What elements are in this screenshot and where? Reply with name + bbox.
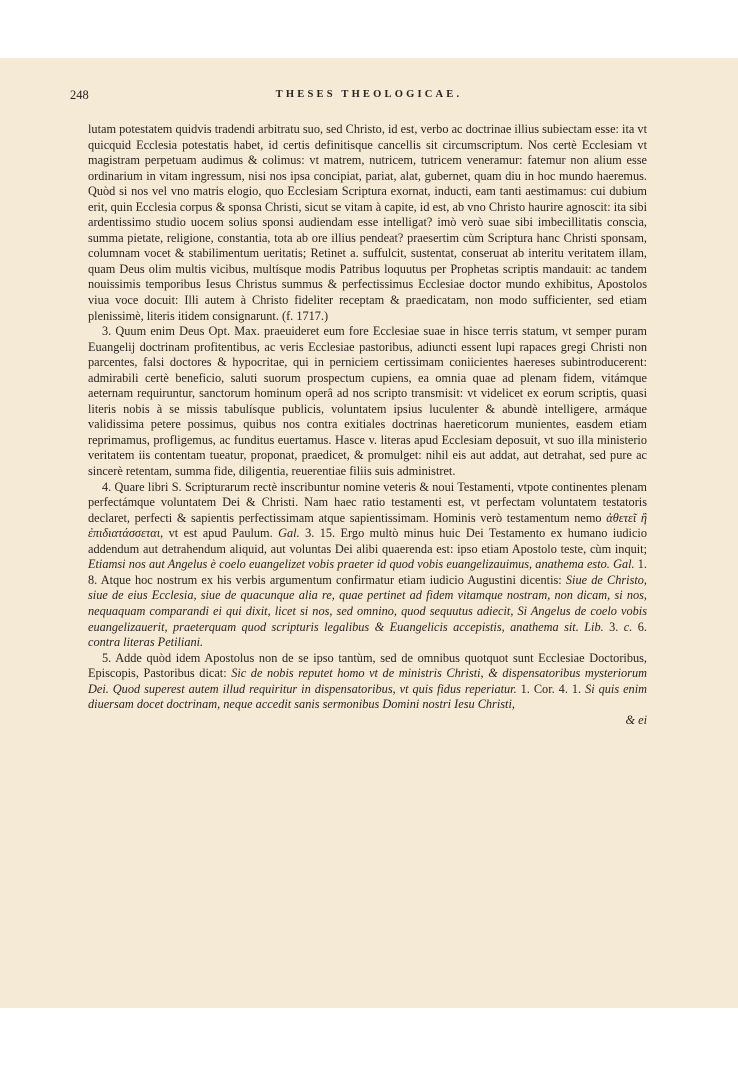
paragraph-continuation: lutam potestatem quidvis tradendi arbitratu suo, sed Christo, id est, verbo ac doctrinae illius subiectam esse: ita vt quicquid Ecclesia potestatis habet, id certis definitisque cancellis sit circumscriptum. Nos certè Ecclesiam vt magistram perpetuam audimus & colimus: vt matrem, nutricem, tutricem veneramur: fatemur non alium esse ordinarium in vitam ingressum, nisi nos ipsa concipiat, pariat, alat, gubernet, quam diu in hoc mundo haeremus. Quòd si nos vel vno matris elogio, quo Ecclesiam Scriptura exornat, inducti, eam tanti aestimamus: cui dubium erit, quin Ecclesia corpus & sponsa Christi, sicut se vitam à capite, id est, ab vno Christo haurire agnoscit: ita sibi ardentissimo studio uocem solius sponsi audiendam esse intelligat? imò verò suae sibi imbecillitatis conscia, summa pietate, religione, constantia, tota ab ore illius pendeat? praesertim cùm Scriptura hanc Christi sponsam, columnam vocet & stabilimentum ueritatis; Retinet a. suffulcit, sustentat, conseruat ab interitu veritatem illam, quam Deus olim multis vicibus, multísque modis Patribus loquutus per Prophetas scriptis mandauit: ac tandem nouissimis temporibus Iesus Christus summus & perfectissimus Ecclesiae doctor mundo exhibitus, Apostolos viua voce docuit: Illi autem à Christo fideliter receptam & praedicatam, non modo sufficienter, sed etiam plenissimè, literis itidem consignarunt. (f. 1717.) <box>88 122 647 323</box>
paragraph-5: 5. Adde quòd idem Apostolus non de se ipso tantùm, sed de omnibus quotquot sunt Ecclesiae Doctoribus, Episcopis, Pastoribus dicat: Sic de nobis reputet homo vt de ministris Christi, & dispensatoribus mysteriorum Dei. Quod superest autem illud requiritur in dispensatoribus, vt quis fidus reperiatur. 1. Cor. 4. 1. Si quis enim diuersam docet doctrinam, neque accedit sanis sermonibus Domini nostri Iesu Christi, <box>88 650 647 712</box>
paragraph-3: 3. Quum enim Deus Opt. Max. praeuideret eum fore Ecclesiae suae in hisce terris statum, vt semper puram Euangelij doctrinam profitentibus, ac veris Ecclesiae pastoribus, adiuncti essent lupi rapaces gregi Christi non parcentes, falsi doctores & hypocritae, qui in perniciem certissimam coniicientes haereses subintroducerent: admirabili certè beneficio, saluti suorum prospectum cupiens, ea omnia quae ad plenam fidem, vitámque aeternam requiruntur, sanctorum hominum operâ ad nos scripto transmisit: vt videlicet ex eorum scriptis, quasi literis nobis à se missis tabulísque publicis, voluntatem ipsius luculenter & abundè intelligere, armáque validissima petere possimus, quibus nos contra exitiales doctrinas haereticorum munientes, easdem etiam reprimamus, profligemus, ac funditus euertamus. Hasce v. literas apud Ecclesiam deposuit, vt suo illa ministerio veritatem iis contentam tueatur, proponat, praedicet, & promulget: nihil eis aut addat, aut detrahat, sed pure ac sincerè retentam, summa fide, diligentia, reuerentiae filiis suis administret. <box>88 324 647 479</box>
paragraph-4: 4. Quare libri S. Scripturarum rectè inscribuntur nomine veteris & noui Testamenti, vtpote continentes plenam perfectámque voluntatem Dei & Christi. Nam haec ratio testamenti est, vt perfectam voluntatem testatoris declaret, perfecti & sapientis perfectissimam atque sapientissimam. Hominis verò testamentum nemo ἀθετεῖ ἢ ἐπιδιατάσσεται, vt est apud Paulum. Gal. 3. 15. Ergo multò minus huic Dei Testamento ex humano iudicio addendum aut detrahendum aliquid, aut voluntas Dei alibi quaerenda est: ipso etiam Apostolo teste, cùm inquit; Etiamsi nos aut Angelus è coelo euangelizet vobis praeter id quod vobis euangelizauimus, anathema esto. Gal. 1. 8. Atque hoc nostrum ex his verbis argumentum confirmatur etiam iudicio Augustini dicentis: Siue de Christo, siue de eius Ecclesia, siue de quacunque alia re, quae pertinet ad fidem vitamque nostram, non dicam, si nos, nequaquam comparandi ei qui dixit, licet si nos, sed omnino, quod sequutus adiecit, Si Angelus de coelo vobis euangelizauerit, praeterquam quod scripturis legalibus & Euangelicis accepistis, anathema sit. Lib. 3. c. 6. contra literas Petiliani. <box>88 479 648 650</box>
catchword: & ei <box>625 712 647 727</box>
running-title: THESES THEOLOGICAE. <box>275 89 463 100</box>
text-body <box>88 122 647 728</box>
scripture-quote: Si quis enim diuersam docet doctrinam, neque accedit sanis sermonibus Domini nostri Iesu Christi, <box>88 681 647 712</box>
page-header <box>70 88 668 106</box>
augustine-quote: Siue de Christo, siue de eius Ecclesia, siue de quacunque alia re, quae pertinet ad fidem vitamque nostram, non dicam, si nos, nequaquam comparandi ei qui dixit, licet si nos, sed omnino, quod sequutus adiecit, Si Angelus de coelo vobis euangelizauerit, praeterquam quod scripturis legalibus & Euangelicis accepistis, anathema sit. Lib. <box>88 572 647 634</box>
scripture-quote: Etiamsi nos aut Angelus è coelo euangelizet vobis praeter id quod vobis euangelizauimus, anathema esto. <box>88 557 610 572</box>
greek-quote: ἀθετεῖ ἢ ἐπιδιατάσσεται <box>88 510 647 541</box>
scripture-quote: Sic de nobis reputet homo vt de ministris Christi, & dispensatoribus mysteriorum Dei. Quod superest autem illud requiritur in dispensatoribus, vt quis fidus reperiatur. <box>88 666 647 696</box>
page-number: 248 <box>70 88 89 102</box>
